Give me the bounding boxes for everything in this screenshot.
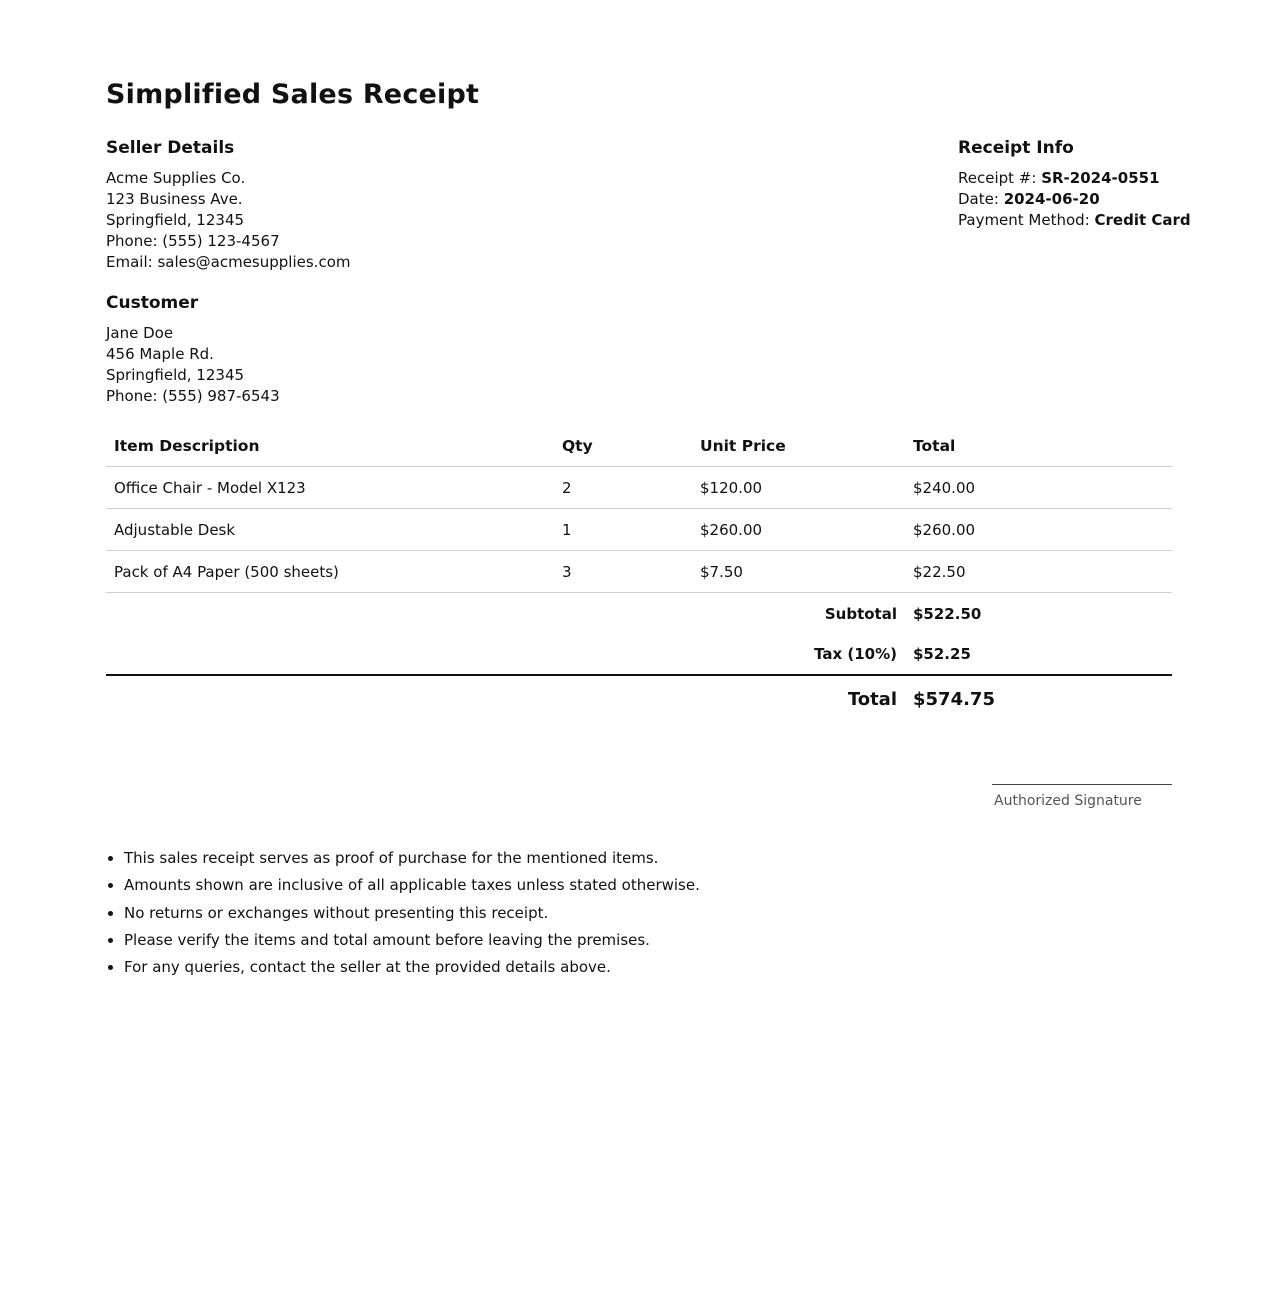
customer-name: Jane Doe [106, 324, 174, 342]
grand-total-row [106, 675, 1172, 722]
item-description: Office Chair - Model X123 [106, 467, 554, 509]
list-item: • This sales receipt serves as proof of purchase for the mentioned items. [124, 845, 700, 872]
customer-phone: Phone: (555) 987-6543 [106, 387, 280, 405]
list-item: • No returns or exchanges without presenting this receipt. [124, 900, 700, 927]
payment-method-label: Payment Method: [958, 211, 1090, 229]
receipt-date: 2024-06-20 [1003, 190, 1100, 208]
header-total: Total [905, 425, 1172, 467]
item-description: Adjustable Desk [106, 509, 554, 551]
receipt-date-line [958, 189, 1191, 210]
signature-label: Authorized Signature [994, 793, 1142, 809]
seller-heading: Seller Details [106, 138, 235, 158]
customer-details [106, 292, 280, 407]
item-total: $240.00 [905, 467, 1172, 509]
item-qty: 3 [554, 551, 692, 593]
header-unit-price: Unit Price [692, 425, 905, 467]
list-item: • For any queries, contact the seller at the provided details above. [124, 954, 700, 981]
table-header-row [106, 425, 1172, 467]
page-title: Simplified Sales Receipt [106, 79, 480, 110]
item-total: $260.00 [905, 509, 1172, 551]
customer-heading: Customer [106, 293, 199, 313]
subtotal-label: Subtotal [824, 604, 897, 623]
subtotal-row [106, 593, 1172, 635]
header-description: Item Description [106, 425, 554, 467]
grand-total-value: $574.75 [913, 688, 995, 710]
receipt-number-line [958, 168, 1191, 189]
item-unit-price: $7.50 [692, 551, 905, 593]
seller-phone: Phone: (555) 123-4567 [106, 232, 280, 250]
item-description: Pack of A4 Paper (500 sheets) [106, 551, 554, 593]
list-item: • Amounts shown are inclusive of all applicable taxes unless stated otherwise. [124, 872, 700, 899]
customer-address-line-1: 456 Maple Rd. [106, 345, 214, 363]
items-table [106, 425, 1172, 722]
item-qty: 2 [554, 467, 692, 509]
seller-name: Acme Supplies Co. [106, 169, 246, 187]
list-item: • Please verify the items and total amount before leaving the premises. [124, 927, 700, 954]
payment-method-line [958, 210, 1191, 231]
payment-method: Credit Card [1094, 211, 1191, 229]
grand-total-label: Total [847, 688, 897, 710]
signature-line [992, 784, 1172, 809]
tax-row [106, 634, 1172, 675]
item-total: $22.50 [905, 551, 1172, 593]
seller-address-line-2: Springfield, 12345 [106, 211, 245, 229]
seller-address-line-1: 123 Business Ave. [106, 190, 243, 208]
table-row [106, 509, 1172, 551]
tax-value: $52.25 [905, 634, 1172, 675]
subtotal-value: $522.50 [913, 604, 982, 623]
item-unit-price: $260.00 [692, 509, 905, 551]
receipt-number-label: Receipt #: [958, 169, 1037, 187]
customer-address-line-2: Springfield, 12345 [106, 366, 245, 384]
item-unit-price: $120.00 [692, 467, 905, 509]
item-qty: 1 [554, 509, 692, 551]
terms-list [106, 845, 700, 981]
seller-details [106, 137, 350, 273]
header-qty: Qty [554, 425, 692, 467]
receipt-info-heading: Receipt Info [958, 138, 1074, 158]
table-row [106, 551, 1172, 593]
tax-label: Tax (10%) [106, 634, 905, 675]
table-row [106, 467, 1172, 509]
receipt-info [958, 137, 1191, 231]
seller-email: Email: sales@acmesupplies.com [106, 253, 351, 271]
receipt-date-label: Date: [958, 190, 999, 208]
receipt-number: SR-2024-0551 [1041, 169, 1160, 187]
